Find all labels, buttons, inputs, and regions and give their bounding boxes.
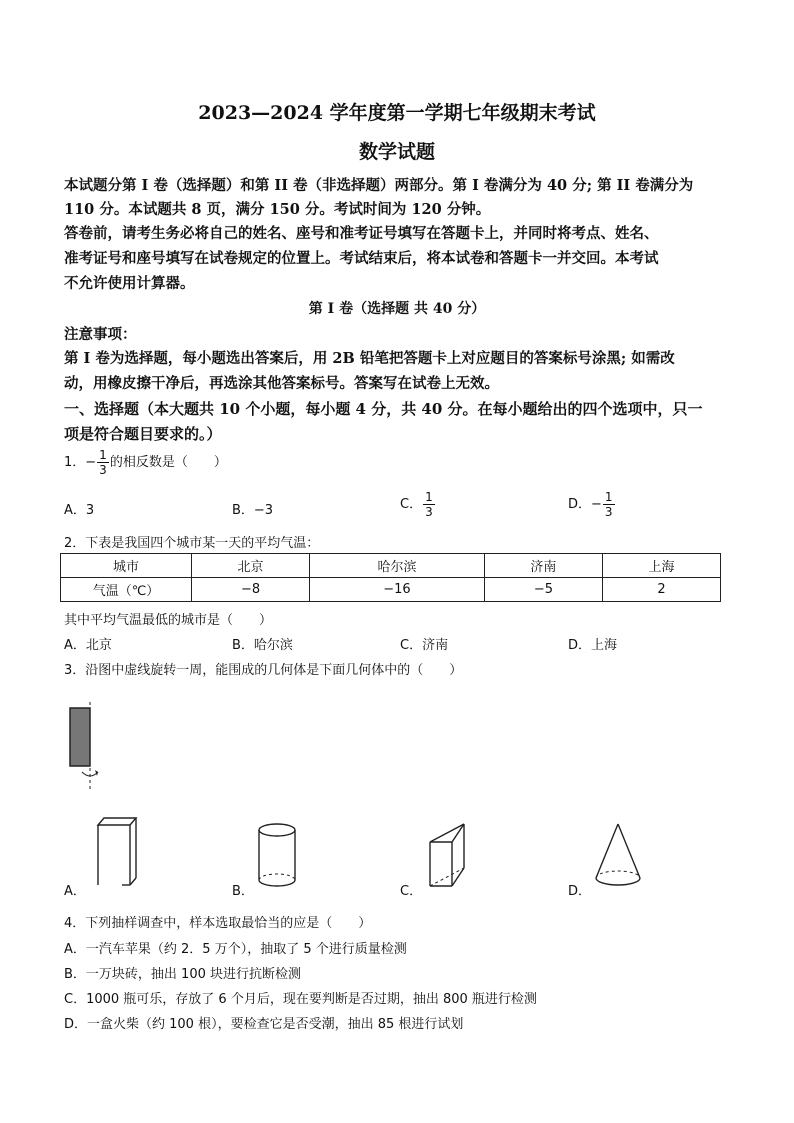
solid-option-d-cone-icon xyxy=(592,820,644,892)
q4-option-d[interactable]: D．一盒火柴（约 100 根），要检查它是否受潮，抽出 85 根进行试划 xyxy=(64,1017,464,1032)
exam-title: 2023—2024 学年度第一学期七年级期末考试 xyxy=(198,102,596,124)
q1-option-c[interactable] xyxy=(400,490,436,520)
q1-option-d-fraction xyxy=(603,490,615,519)
part-title-line-2: 项是符合题目要求的。） xyxy=(64,425,222,443)
table-cell: −8 xyxy=(192,578,310,602)
notice-label: 注意事项： xyxy=(64,326,137,343)
question-4-stem: 4．下列抽样调查中，样本选取最恰当的应是（ ） xyxy=(64,916,372,931)
temperature-table xyxy=(60,553,721,602)
q1-fraction-numerator: 1 xyxy=(99,448,107,462)
question-1-stem xyxy=(64,448,227,478)
question-3-stem: 3．沿图中虚线旋转一周，能围成的几何体是下面几何体中的（ ） xyxy=(64,663,463,678)
q1-option-c-label: C． xyxy=(400,497,423,512)
q1-option-a[interactable]: A．3 xyxy=(64,503,95,518)
table-cell: −5 xyxy=(484,578,602,602)
q3-option-a[interactable]: A． xyxy=(64,884,86,899)
table-cell: 济南 xyxy=(484,554,602,578)
q4-option-b[interactable]: B．一万块砖，抽出 100 块进行抗断检测 xyxy=(64,967,301,982)
intro-line-1: 本试题分第 I 卷（选择题）和第 II 卷（非选择题）两部分。第 I 卷满分为 40 分; 第 II 卷满分为 xyxy=(64,177,694,194)
section-title: 第 I 卷（选择题 共 40 分） xyxy=(308,301,486,317)
q1-fraction-denominator: 3 xyxy=(99,463,107,477)
table-row xyxy=(61,578,721,602)
q1-option-b[interactable]: B．−3 xyxy=(232,503,274,518)
q3-option-d[interactable]: D． xyxy=(568,884,592,899)
table-cell: 城市 xyxy=(61,554,192,578)
intro-line-5: 不允许使用计算器。 xyxy=(64,275,195,292)
notice-line-2: 动，用橡皮擦干净后，再选涂其他答案标号。答案写在试卷上无效。 xyxy=(64,375,499,392)
q2-option-c[interactable]: C．济南 xyxy=(400,638,449,653)
q3-option-c[interactable]: C． xyxy=(400,884,423,899)
part-title-line-1: 一、选择题（本大题共 10 个小题，每小题 4 分，共 40 分。在每小题给出的四个选项中，只一 xyxy=(64,400,703,418)
table-cell: 气温（℃） xyxy=(61,578,192,602)
shaded-rectangle xyxy=(70,708,90,766)
solid-option-b-cylinder-icon xyxy=(255,820,300,892)
table-cell: −16 xyxy=(310,578,485,602)
solid-option-a-icon xyxy=(92,815,142,890)
q1-fraction xyxy=(97,448,109,477)
table-cell: 上海 xyxy=(602,554,720,578)
q4-option-c[interactable]: C．1000 瓶可乐，存放了 6 个月后，现在要判断是否过期，抽出 800 瓶进行检测 xyxy=(64,992,537,1007)
q2-option-b[interactable]: B．哈尔滨 xyxy=(232,638,293,653)
notice-line-1: 第 I 卷为选择题，每小题选出答案后，用 2B 铅笔把答题卡上对应题目的答案标号涂黑; 如需改 xyxy=(64,350,675,367)
q1-option-d-numerator: 1 xyxy=(604,490,613,504)
q1-option-d-denominator: 3 xyxy=(604,505,613,519)
q1-suffix: 的相反数是（ ） xyxy=(109,455,227,470)
q2-option-a[interactable]: A．北京 xyxy=(64,638,112,653)
intro-line-4: 准考证号和座号填写在试卷规定的位置上。考试结束后，将本试卷和答题卡一并交回。本考试 xyxy=(64,250,659,267)
question-2-question: 其中平均气温最低的城市是（ ） xyxy=(64,613,273,628)
q1-option-d[interactable] xyxy=(568,490,616,520)
q3-option-b[interactable]: B． xyxy=(232,884,254,899)
table-cell: 2 xyxy=(602,578,720,602)
table-cell: 哈尔滨 xyxy=(310,554,485,578)
exam-subtitle: 数学试题 xyxy=(358,141,435,163)
table-cell: 北京 xyxy=(192,554,310,578)
q2-option-d[interactable]: D．上海 xyxy=(568,638,618,653)
q1-option-d-label: D．− xyxy=(568,497,602,512)
intro-line-2: 110 分。本试题共 8 页，满分 150 分。考试时间为 120 分钟。 xyxy=(64,201,491,218)
solid-option-c-prism-icon xyxy=(424,820,480,892)
question-2-stem: 2．下表是我国四个城市某一天的平均气温： xyxy=(64,536,320,551)
q1-prefix: 1．− xyxy=(64,455,97,470)
q1-option-c-numerator: 1 xyxy=(425,490,433,504)
q1-option-c-denominator: 3 xyxy=(425,505,433,519)
intro-line-3: 答卷前，请考生务必将自己的姓名、座号和准考证号填写在答题卡上，并同时将考点、姓名、 xyxy=(64,225,659,242)
rotation-figure xyxy=(62,700,112,795)
q4-option-a[interactable]: A．一汽车苹果（约 2．5 万个），抽取了 5 个进行质量检测 xyxy=(64,942,407,957)
table-header-row xyxy=(61,554,721,578)
q1-option-c-fraction xyxy=(423,490,435,519)
